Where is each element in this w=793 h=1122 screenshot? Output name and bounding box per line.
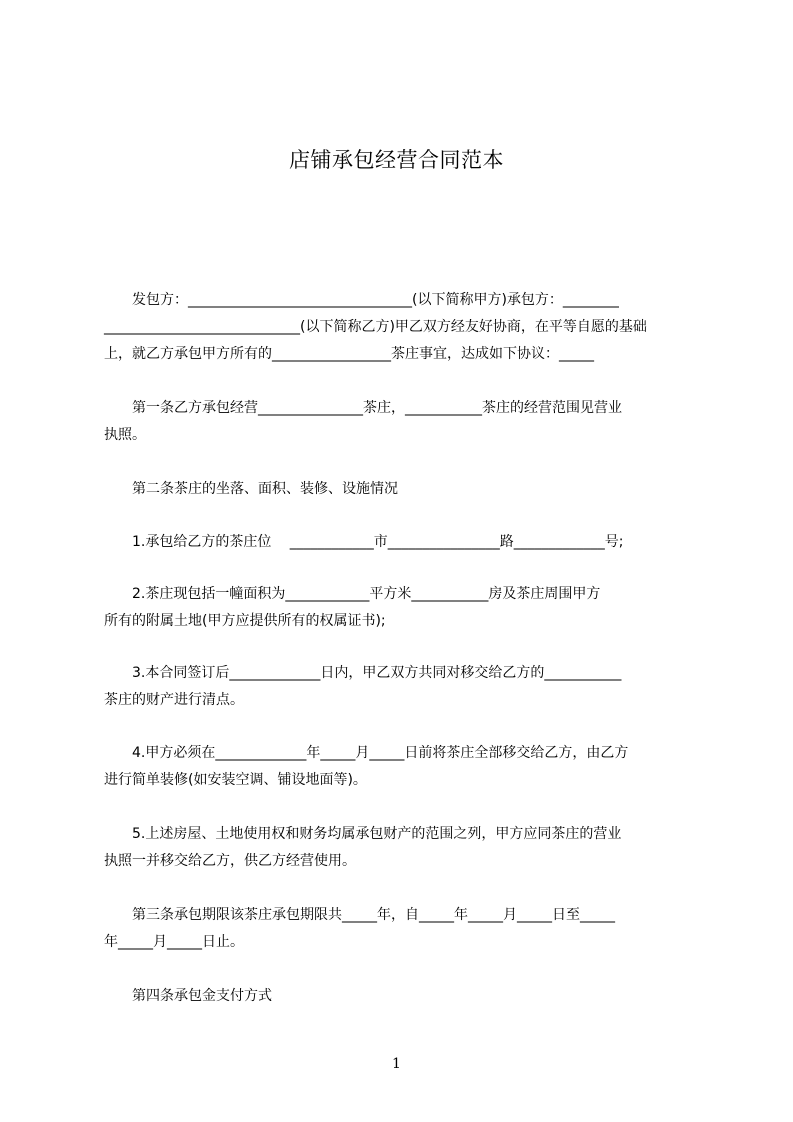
paragraph-article-1: 第一条乙方承包经营_______________茶庄，___________茶庄的经营范围见营业 执照。: [104, 400, 622, 443]
paragraph-parties: 发包方：________________________________(以下简称甲方)承包方：________ ____________________________(以下简称乙方)甲乙双方经友好协商，在平等自愿的基础 上，就乙方承包甲方所有的_________________茶庄事宜，达成如下协议：_____: [104, 292, 647, 362]
page-number: 1: [392, 1056, 401, 1072]
paragraph-article-4: 第四条承包金支付方式: [104, 988, 272, 1004]
paragraph-clause-4: 4.甲方必须在_____________年_____月_____日前将茶庄全部移交给乙方，由乙方 进行简单装修(如安装空调、铺设地面等)。: [104, 745, 629, 788]
paragraph-article-2: 第二条茶庄的坐落、面积、装修、设施情况: [104, 481, 398, 497]
paragraph-clause-2: 2.茶庄现包括一幢面积为____________平方米___________房及茶庄周围甲方 所有的附属土地(甲方应提供所有的权属证书);: [104, 586, 601, 629]
paragraph-clause-1: 1.承包给乙方的茶庄位 ____________市________________路_____________号;: [104, 534, 624, 550]
paragraph-clause-3: 3.本合同签订后_____________日内，甲乙双方共同对移交给乙方的___________ 茶庄的财产进行清点。: [104, 665, 622, 708]
document-title: 店铺承包经营合同范本: [289, 148, 504, 172]
paragraph-article-3: 第三条承包期限该茶庄承包期限共_____年，自_____年_____月_____日至_____ 年_____月_____日止。: [104, 907, 615, 950]
paragraph-clause-5: 5.上述房屋、土地使用权和财务均属承包财产的范围之列，甲方应同茶庄的营业 执照一并移交给乙方，供乙方经营使用。: [104, 826, 622, 869]
